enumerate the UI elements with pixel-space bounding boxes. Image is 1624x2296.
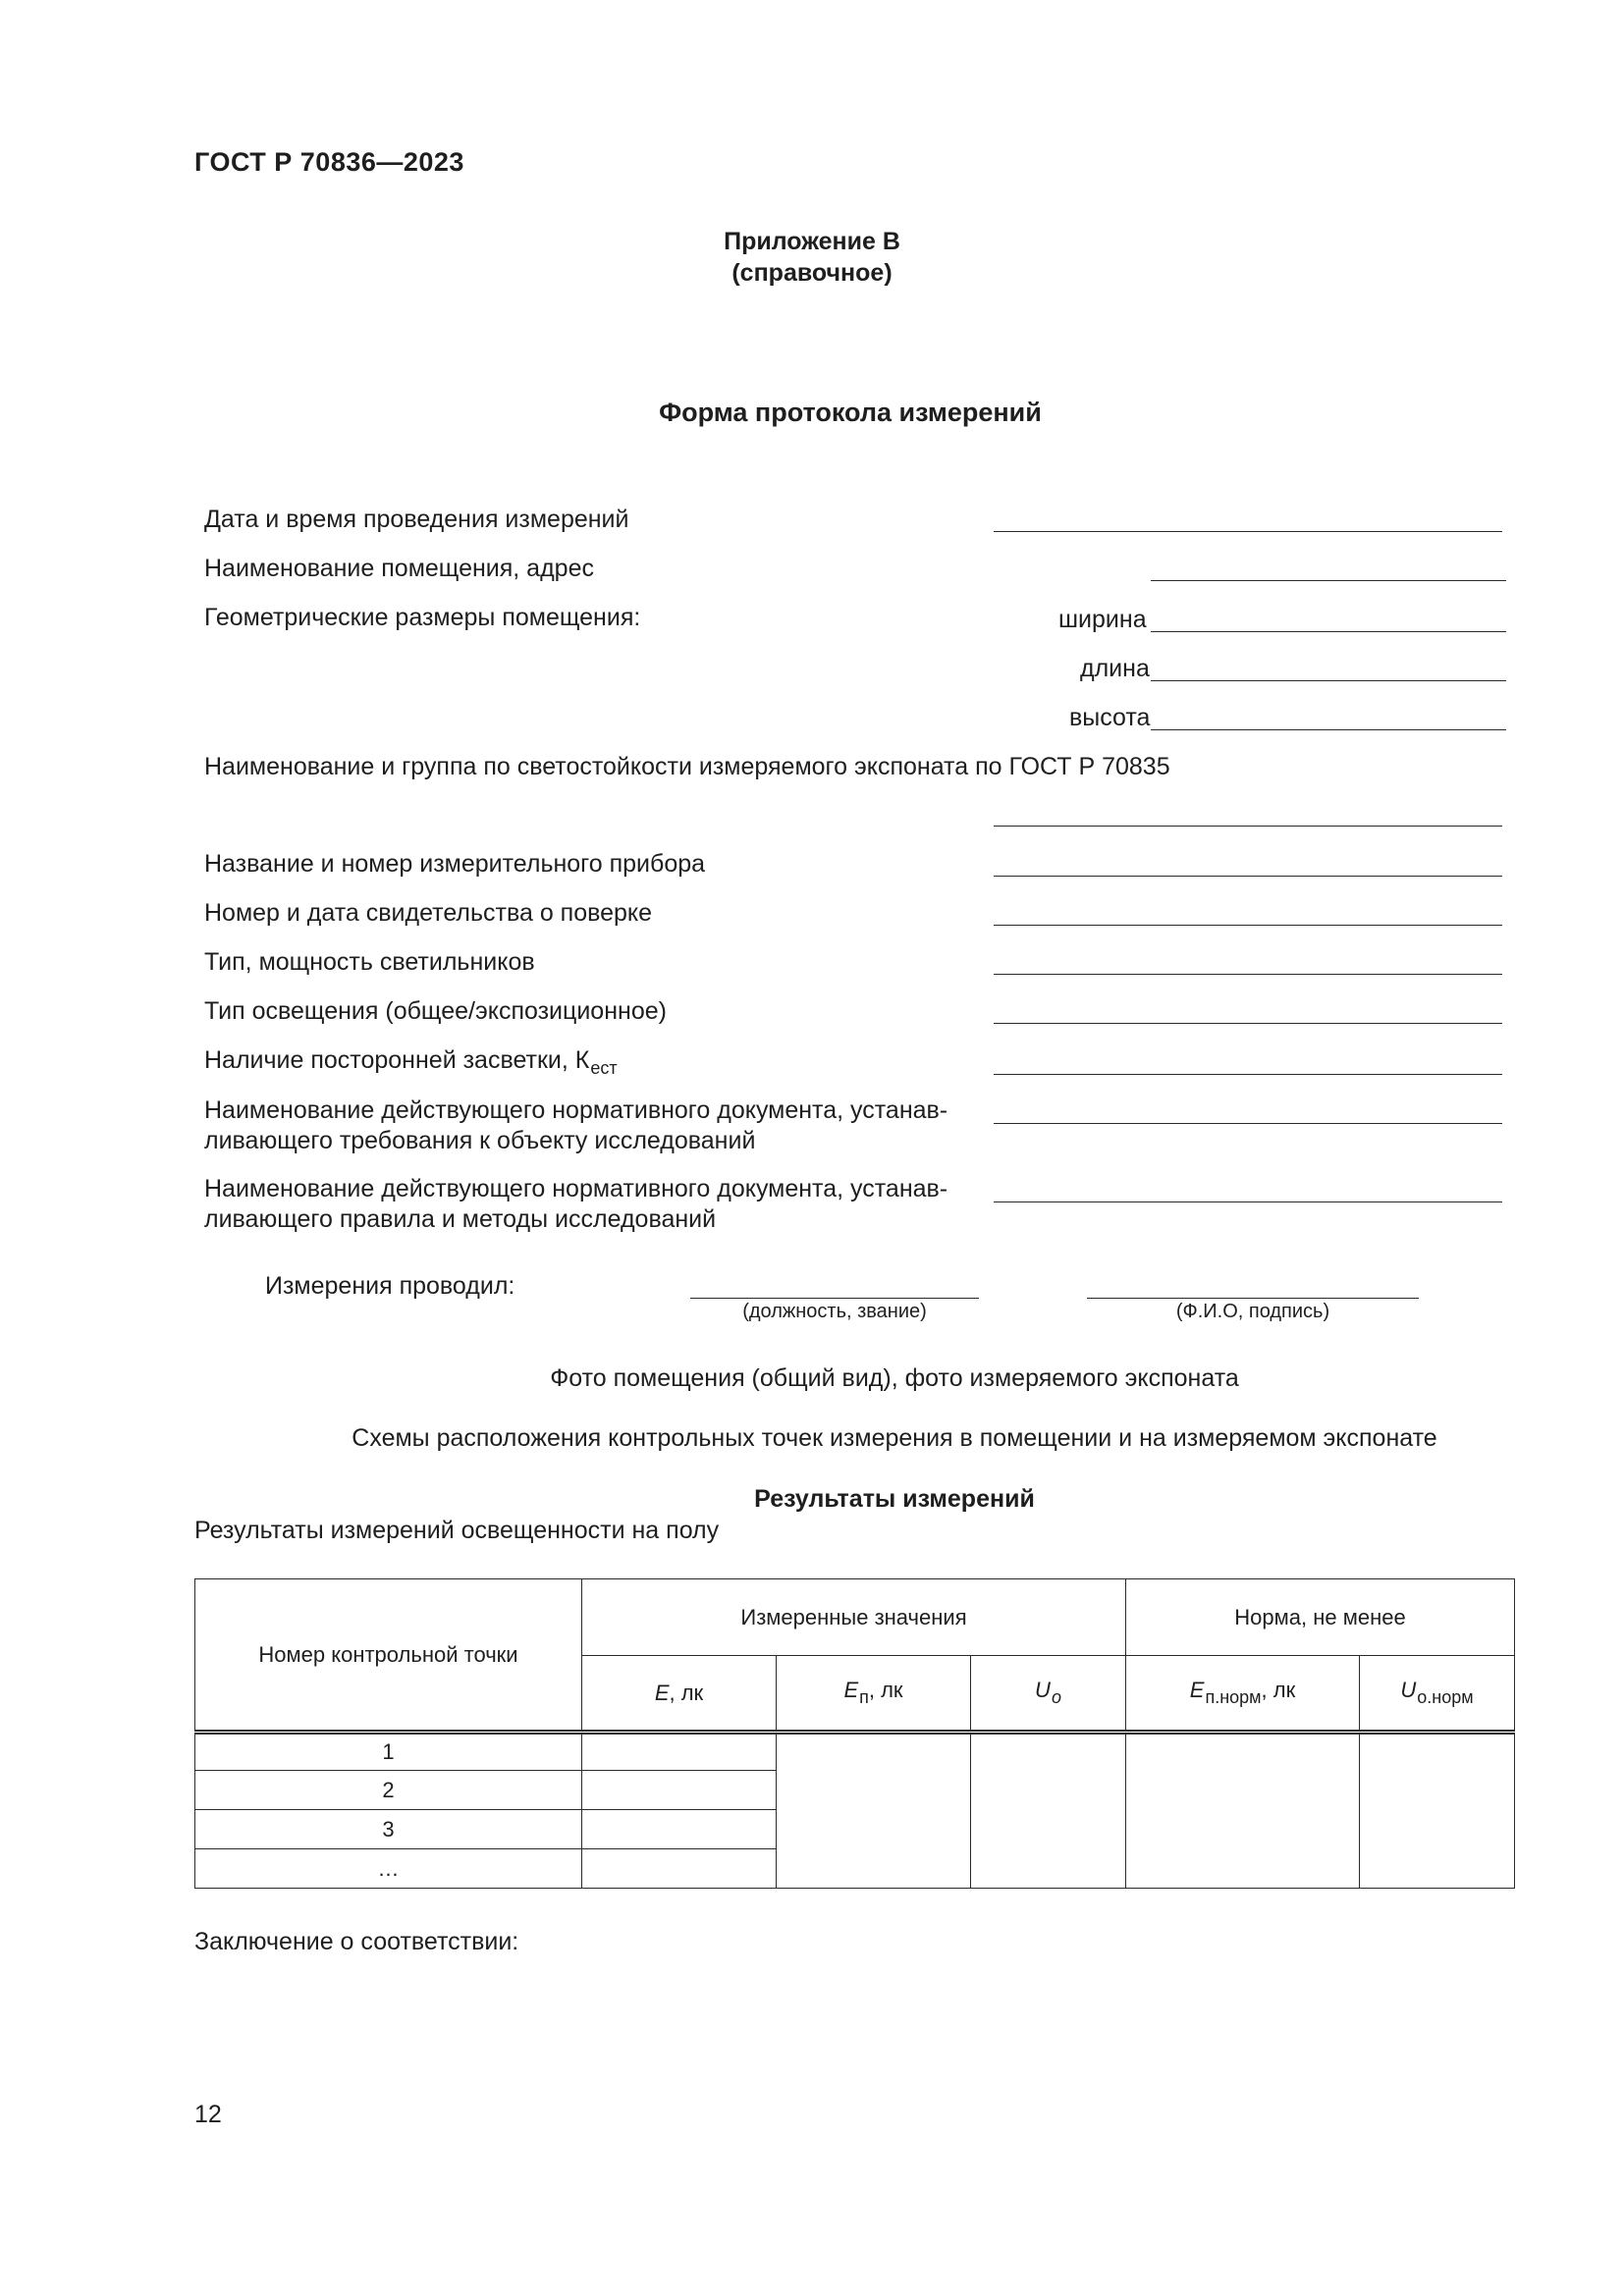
header-uonorm-symbol: U	[1400, 1678, 1417, 1702]
e-cell	[582, 1810, 777, 1849]
position-caption: (должность, звание)	[742, 1301, 927, 1322]
normdoc1-line1: Наименование действующего нормативного документа, устанав-	[204, 1096, 948, 1124]
header-ep-symbol: E	[843, 1678, 859, 1702]
header-epnorm-unit: , лк	[1261, 1678, 1296, 1702]
instrument-line	[994, 876, 1502, 877]
normdoc2-line2: ливающего правила и методы исследований	[204, 1205, 717, 1233]
room-name-label: Наименование помещения, адрес	[204, 555, 594, 582]
appendix-title: Приложение В	[724, 228, 900, 255]
stray-light-label	[204, 1046, 618, 1079]
header-epnorm-sub: п.норм	[1205, 1687, 1262, 1707]
position-line	[690, 1298, 979, 1299]
header-e-unit: , лк	[669, 1680, 704, 1705]
certificate-label: Номер и дата свидетельства о поверке	[204, 899, 653, 927]
document-code: ГОСТ Р 70836—2023	[194, 147, 464, 177]
scheme-note: Схемы расположения контрольных точек измерения в помещении и на измеряемом экспонате	[352, 1424, 1437, 1452]
header-ep	[777, 1656, 971, 1733]
header-uo-sub: о	[1051, 1687, 1061, 1707]
uo-cell	[971, 1733, 1126, 1889]
stray-light-subscript: ест	[590, 1058, 618, 1078]
header-e-symbol: E	[654, 1680, 670, 1705]
header-ep-sub: п	[859, 1687, 869, 1707]
table-row	[195, 1733, 1515, 1771]
datetime-label: Дата и время проведения измерений	[204, 506, 629, 533]
photo-note: Фото помещения (общий вид), фото измеряемого экспоната	[550, 1364, 1239, 1392]
exhibit-line	[994, 826, 1502, 827]
results-title: Результаты измерений	[754, 1485, 1035, 1513]
e-cell	[582, 1771, 777, 1810]
point-cell: …	[195, 1849, 582, 1889]
signature-label: Измерения проводил:	[265, 1272, 515, 1300]
conclusion-label: Заключение о соответствии:	[194, 1928, 519, 1955]
e-cell	[582, 1849, 777, 1889]
length-label: длина	[1080, 655, 1150, 682]
header-uo	[971, 1656, 1126, 1733]
header-uo-symbol: U	[1035, 1678, 1051, 1702]
normdoc2-line	[994, 1201, 1502, 1202]
results-table	[194, 1578, 1515, 1889]
normdoc2-line1: Наименование действующего нормативного документа, устанав-	[204, 1175, 948, 1202]
header-ep-unit: , лк	[868, 1678, 903, 1702]
instrument-label: Название и номер измерительного прибора	[204, 850, 706, 878]
certificate-line	[994, 925, 1502, 926]
point-cell: 2	[195, 1771, 582, 1810]
norm-group-header: Норма, не менее	[1126, 1579, 1515, 1656]
page-number: 12	[194, 2101, 222, 2128]
lamps-label: Тип, мощность светильников	[204, 948, 535, 976]
width-label: ширина	[1058, 606, 1147, 633]
point-cell: 1	[195, 1733, 582, 1771]
exhibit-label: Наименование и группа по светостойкости измеряемого экспоната по ГОСТ Р 70835	[204, 753, 1170, 780]
lighting-type-label: Тип освещения (общее/экспозиционное)	[204, 997, 667, 1025]
ep-cell	[777, 1733, 971, 1889]
e-cell	[582, 1733, 777, 1771]
epnorm-cell	[1126, 1733, 1360, 1889]
measured-group-header: Измеренные значения	[582, 1579, 1126, 1656]
col-point-header: Номер контрольной точки	[195, 1579, 582, 1733]
header-uonorm-sub: о.норм	[1417, 1687, 1474, 1707]
lighting-type-line	[994, 1023, 1502, 1024]
header-epnorm-symbol: E	[1189, 1678, 1205, 1702]
name-line	[1087, 1298, 1419, 1299]
name-caption: (Ф.И.О, подпись)	[1175, 1301, 1330, 1322]
geometry-label: Геометрические размеры помещения:	[204, 604, 641, 631]
point-cell: 3	[195, 1810, 582, 1849]
length-line	[1151, 680, 1506, 681]
results-subtitle: Результаты измерений освещенности на полу	[194, 1517, 720, 1544]
height-line	[1151, 729, 1506, 730]
normdoc1-line2: ливающего требования к объекту исследований	[204, 1127, 756, 1154]
appendix-subtitle: (справочное)	[731, 259, 893, 287]
header-e	[582, 1656, 777, 1733]
height-label: высота	[1069, 704, 1151, 731]
header-epnorm	[1126, 1656, 1360, 1733]
header-uonorm	[1360, 1656, 1515, 1733]
width-line	[1151, 631, 1506, 632]
uonorm-cell	[1360, 1733, 1515, 1889]
lamps-line	[994, 974, 1502, 975]
stray-light-line	[994, 1074, 1502, 1075]
stray-light-text: Наличие посторонней засветки, К	[204, 1046, 590, 1074]
room-name-line	[1151, 580, 1506, 581]
form-title: Форма протокола измерений	[659, 398, 1042, 427]
normdoc1-line	[994, 1123, 1502, 1124]
datetime-line	[994, 531, 1502, 532]
